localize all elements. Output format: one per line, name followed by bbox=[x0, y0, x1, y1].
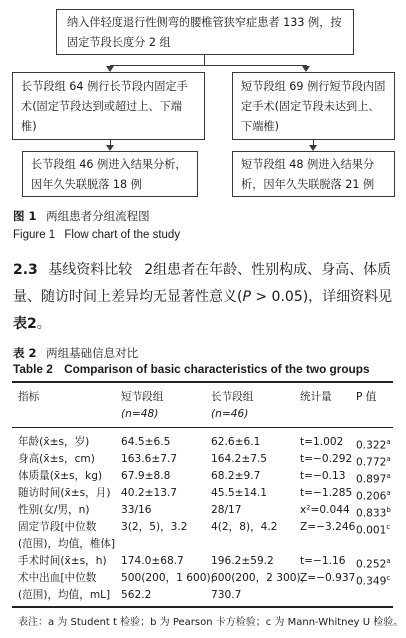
row-weight-label: 体质量(x̄±s，kg) bbox=[18, 470, 103, 482]
table-label-en: Table 2 bbox=[13, 362, 53, 376]
row-height-label: 身高(x̄±s，cm) bbox=[18, 453, 95, 465]
row-fixation-p-sup: c bbox=[386, 523, 391, 531]
row-age-short: 64.5±6.5 bbox=[121, 436, 171, 448]
row-optime-long: 196.2±59.2 bbox=[211, 555, 274, 567]
flow-top-text: 纳入伴轻度退行性侧弯的腰椎管狭窄症患者 133 例，按固定节段长度分 2 组 bbox=[67, 16, 342, 49]
row-weight-p-sup: a bbox=[386, 472, 391, 480]
row-sex-p-value: 0.833 bbox=[356, 507, 387, 520]
flow-left-result-text: 长节段组 46 例进入结果分析，因年久失联脱落 18 例 bbox=[31, 158, 187, 191]
row-blood-long: 600(200，2 300)， bbox=[211, 572, 312, 584]
flow-left-group-box bbox=[12, 72, 205, 140]
table-caption-en bbox=[13, 362, 370, 376]
row-blood-p bbox=[356, 570, 390, 591]
row-age-long: 62.6±6.1 bbox=[211, 436, 261, 448]
row-fixation-long: 4(2，8)，4.2 bbox=[211, 521, 278, 533]
row-fixation-label2: (范围)，均值，椎体] bbox=[18, 538, 116, 550]
flow-right-group-text: 短节段组 69 例行短节段内固定手术(固定节段未达到上、下端椎) bbox=[241, 80, 386, 133]
row-followup-label: 随访时间(x̄±s，月) bbox=[18, 487, 111, 499]
col-header-indicator: 指标 bbox=[18, 391, 40, 403]
row-fixation-stat: Z=−3.246 bbox=[300, 521, 356, 533]
section-paragraph bbox=[13, 257, 395, 338]
row-followup-p-sup: a bbox=[386, 489, 391, 497]
flow-left-result-box bbox=[22, 151, 198, 197]
row-age-label: 年龄(x̄±s，岁) bbox=[18, 436, 90, 448]
row-blood-short: 500(200，1 600)， bbox=[121, 572, 222, 584]
row-followup-p-value: 0.206 bbox=[356, 490, 387, 503]
figure-caption-cn bbox=[13, 208, 150, 224]
table-title-cn: 两组基础信息对比 bbox=[46, 346, 139, 360]
row-fixation-label: 固定节段[中位数 bbox=[18, 521, 97, 533]
section-text-b: > 0.05)，详细资料见 bbox=[250, 289, 393, 305]
row-weight-short: 67.9±8.8 bbox=[121, 470, 171, 482]
row-age-p-value: 0.322 bbox=[356, 439, 387, 452]
table-bottom-rule bbox=[12, 606, 393, 608]
row-age-p-sup: a bbox=[386, 438, 391, 446]
figure-title-en: Flow chart of the study bbox=[64, 229, 181, 241]
row-followup-long: 45.5±14.1 bbox=[211, 487, 268, 499]
row-fixation-p-value: 0.001 bbox=[356, 524, 387, 537]
row-optime-label: 手术时间(x̄±s，h) bbox=[18, 555, 107, 567]
flow-left-group-text: 长节段组 64 例行长节段内固定手术(固定节段达到或超过上、下端椎) bbox=[21, 80, 188, 133]
section-text-a: 2组患者在年龄、性别构成、身高、体质量、随访时间上差异均无显著性意义( bbox=[13, 262, 392, 305]
col-header-long-n: (n=46) bbox=[211, 408, 249, 420]
col-header-stat: 统计量 bbox=[300, 391, 332, 403]
row-sex-p-sup: b bbox=[386, 506, 391, 514]
table-footnote: 表注：a 为 Student t 检验；b 为 Pearson 卡方检验；c 为 Mann-Whitney U 检验。 bbox=[18, 617, 404, 628]
section-p-symbol: P bbox=[242, 289, 251, 305]
row-optime-stat: t=−1.16 bbox=[300, 555, 346, 567]
table-top-rule bbox=[12, 381, 393, 383]
row-optime-p-sup: a bbox=[386, 557, 391, 565]
row-age-stat: t=1.002 bbox=[300, 436, 344, 448]
row-blood-short2: 562.2 bbox=[121, 589, 152, 601]
col-header-long: 长节段组 bbox=[211, 391, 254, 403]
table-label-cn: 表 2 bbox=[13, 346, 37, 360]
section-text-c: 。 bbox=[36, 316, 51, 332]
row-blood-p-sup: c bbox=[386, 574, 391, 582]
section-heading: 基线资料比较 bbox=[48, 262, 133, 278]
figure-caption-en bbox=[13, 229, 180, 241]
flow-right-result-text: 短节段组 48 例进入结果分析，因年久失联脱落 21 例 bbox=[241, 158, 375, 191]
row-blood-label: 术中出血[中位数 bbox=[18, 572, 97, 584]
row-height-p-sup: a bbox=[386, 455, 391, 463]
row-followup-short: 40.2±13.7 bbox=[121, 487, 178, 499]
flow-connector-vertical bbox=[204, 55, 205, 65]
row-height-stat: t=−0.292 bbox=[300, 453, 353, 465]
row-sex-short: 33/16 bbox=[121, 504, 152, 516]
figure-title-cn: 两组患者分组流程图 bbox=[46, 209, 150, 223]
row-blood-long2: 730.7 bbox=[211, 589, 242, 601]
table-caption-cn bbox=[13, 345, 138, 361]
table-reference-link[interactable]: 表2 bbox=[13, 316, 37, 332]
flow-top-box bbox=[56, 9, 354, 55]
row-optime-short: 174.0±68.7 bbox=[121, 555, 184, 567]
col-header-short-n: (n=48) bbox=[121, 408, 159, 420]
row-followup-stat: t=−1.285 bbox=[300, 487, 353, 499]
flow-right-result-box bbox=[232, 151, 395, 197]
row-fixation-short: 3(2，5)，3.2 bbox=[121, 521, 188, 533]
table-header-rule bbox=[12, 427, 393, 428]
row-height-long: 164.2±7.5 bbox=[211, 453, 268, 465]
row-height-short: 163.6±7.7 bbox=[121, 453, 178, 465]
row-fixation-p bbox=[356, 519, 390, 540]
flow-connector-horizontal bbox=[110, 65, 306, 66]
table-title-en: Comparison of basic characteristics of the two groups bbox=[64, 362, 370, 376]
row-weight-long: 68.2±9.7 bbox=[211, 470, 261, 482]
row-sex-long: 28/17 bbox=[211, 504, 242, 516]
row-blood-stat: Z=−0.937 bbox=[300, 572, 356, 584]
figure-label-cn: 图 1 bbox=[13, 209, 37, 223]
col-header-p: P 值 bbox=[356, 391, 377, 403]
row-height-p-value: 0.772 bbox=[356, 456, 387, 469]
section-number: 2.3 bbox=[13, 262, 38, 278]
flow-right-group-box bbox=[232, 72, 395, 140]
row-sex-label: 性别(女/男，n) bbox=[18, 504, 90, 516]
row-blood-label2: (范围)，均值，mL] bbox=[18, 589, 111, 601]
col-header-short: 短节段组 bbox=[121, 391, 164, 403]
figure-label-en: Figure 1 bbox=[13, 229, 56, 241]
row-weight-p-value: 0.897 bbox=[356, 473, 387, 486]
row-blood-p-value: 0.349 bbox=[356, 575, 387, 588]
row-sex-stat: x²=0.044 bbox=[300, 504, 350, 516]
row-weight-stat: t=−0.13 bbox=[300, 470, 346, 482]
row-optime-p-value: 0.252 bbox=[356, 558, 387, 571]
